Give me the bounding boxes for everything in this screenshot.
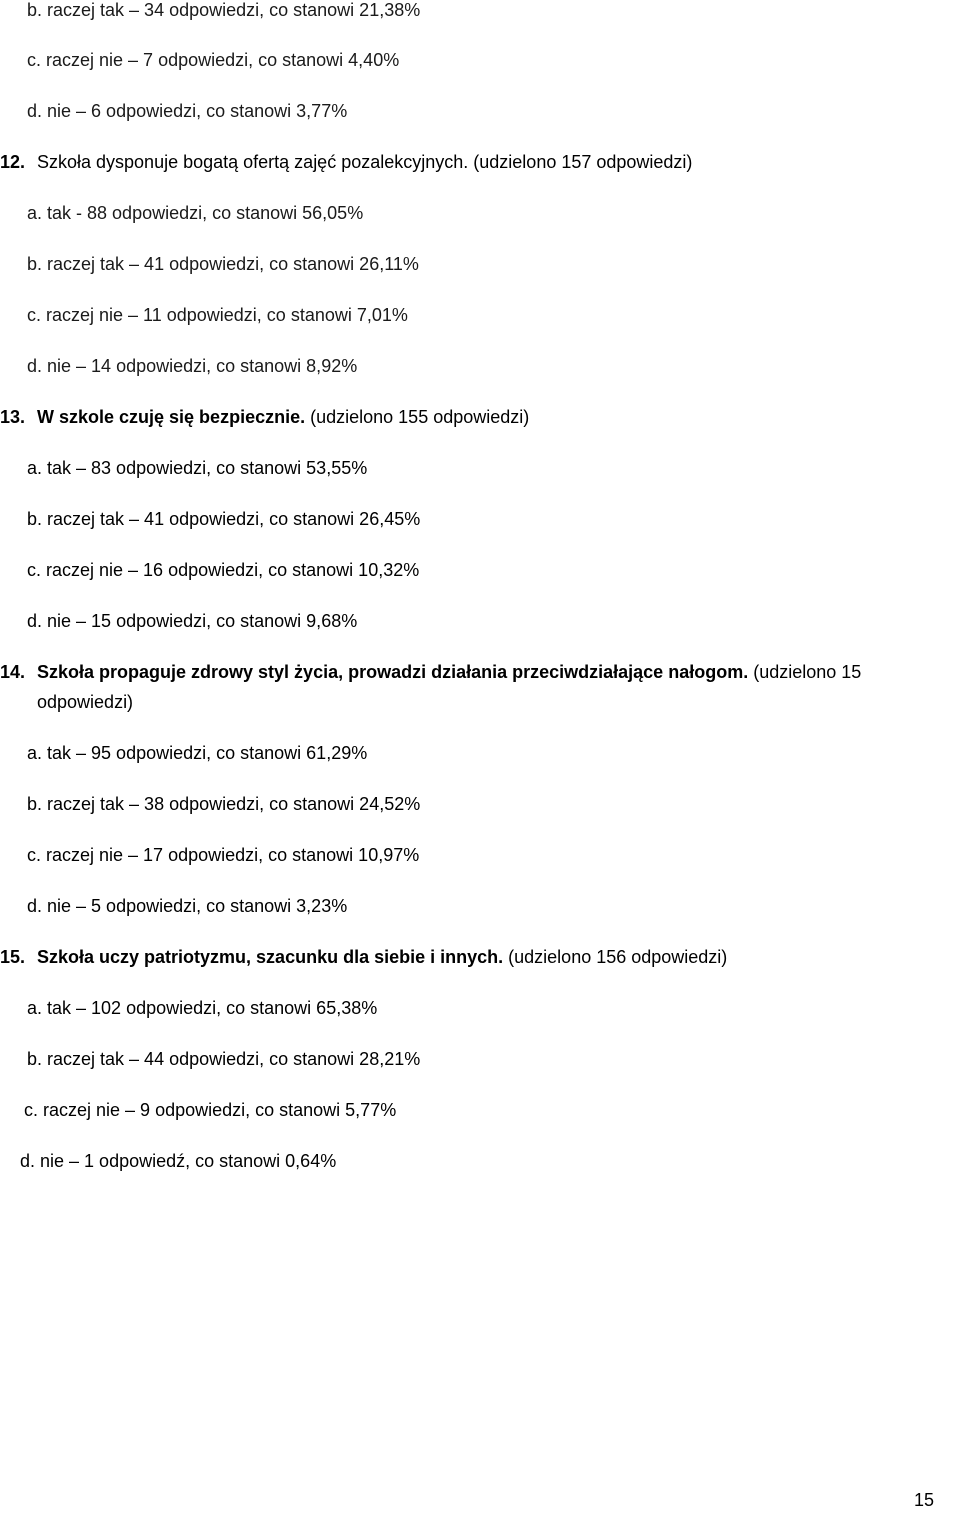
question-response-count: (udzielono 15	[753, 662, 862, 682]
answer-item: c. raczej nie – 7 odpowiedzi, co stanowi 4,40%	[27, 50, 400, 70]
question-number: 14.	[0, 662, 26, 682]
answer-item: b. raczej tak – 41 odpowiedzi, co stanowi 26,11%	[27, 254, 419, 274]
page-number: 15	[913, 1490, 934, 1510]
question-title: Szkoła propaguje zdrowy styl życia, prowadzi działania przeciwdziałające nałogom.	[37, 662, 749, 682]
answer-item: c. raczej nie – 16 odpowiedzi, co stanowi 10,32%	[27, 560, 420, 580]
answer-item: b. raczej tak – 41 odpowiedzi, co stanowi 26,45%	[27, 509, 421, 529]
answer-item: d. nie – 15 odpowiedzi, co stanowi 9,68%	[27, 611, 358, 631]
question-title: W szkole czuję się bezpiecznie.	[37, 407, 306, 427]
question-number: 12.	[0, 152, 26, 172]
answer-item: d. nie – 14 odpowiedzi, co stanowi 8,92%	[27, 356, 358, 376]
question-heading	[0, 945, 727, 969]
question-response-count: (udzielono 156 odpowiedzi)	[508, 947, 728, 967]
answer-item: a. tak – 95 odpowiedzi, co stanowi 61,29%	[27, 743, 368, 763]
question-response-count-continued: odpowiedzi)	[37, 692, 134, 712]
answer-item: d. nie – 1 odpowiedź, co stanowi 0,64%	[20, 1151, 337, 1171]
answer-item: a. tak – 102 odpowiedzi, co stanowi 65,38%	[27, 998, 378, 1018]
question-title: Szkoła dysponuje bogatą ofertą zajęć pozalekcyjnych.	[37, 152, 469, 172]
answer-item: a. tak – 83 odpowiedzi, co stanowi 53,55%	[27, 458, 368, 478]
question-response-count: (udzielono 155 odpowiedzi)	[310, 407, 530, 427]
answer-item: c. raczej nie – 9 odpowiedzi, co stanowi 5,77%	[24, 1100, 397, 1120]
answer-item: c. raczej nie – 17 odpowiedzi, co stanowi 10,97%	[27, 845, 420, 865]
answer-item: d. nie – 6 odpowiedzi, co stanowi 3,77%	[27, 101, 348, 121]
question-number: 13.	[0, 407, 26, 427]
answer-item: b. raczej tak – 38 odpowiedzi, co stanowi 24,52%	[27, 794, 421, 814]
question-title: Szkoła uczy patriotyzmu, szacunku dla siebie i innych.	[37, 947, 504, 967]
question-heading	[0, 405, 529, 429]
answer-item: b. raczej tak – 44 odpowiedzi, co stanowi 28,21%	[27, 1049, 421, 1069]
answer-item: b. raczej tak – 34 odpowiedzi, co stanowi 21,38%	[27, 0, 421, 20]
answer-item: d. nie – 5 odpowiedzi, co stanowi 3,23%	[27, 896, 348, 916]
question-heading	[0, 660, 861, 684]
answer-item: c. raczej nie – 11 odpowiedzi, co stanowi 7,01%	[27, 305, 408, 325]
question-response-count: (udzielono 157 odpowiedzi)	[473, 152, 693, 172]
question-number: 15.	[0, 947, 26, 967]
answer-item: a. tak - 88 odpowiedzi, co stanowi 56,05%	[27, 203, 364, 223]
question-heading	[0, 150, 692, 174]
